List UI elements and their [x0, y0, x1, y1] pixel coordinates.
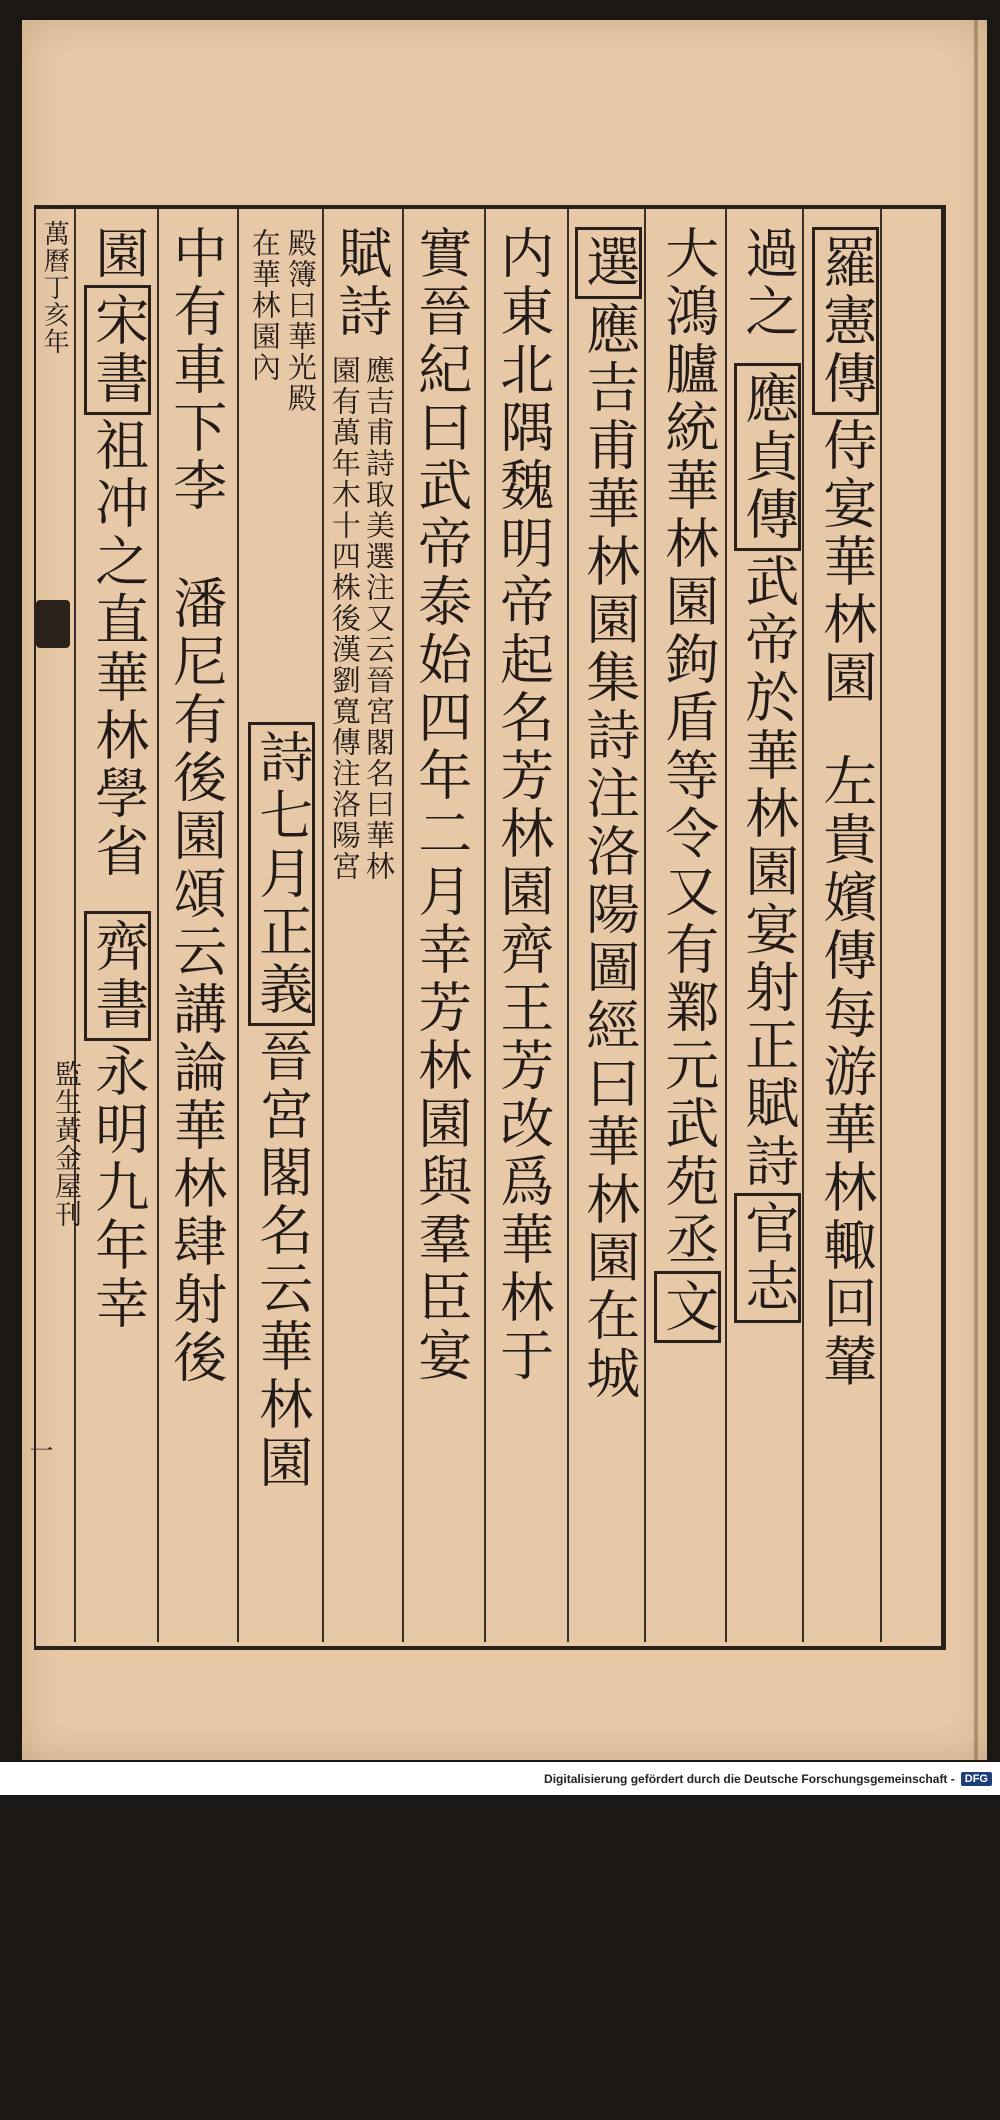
digitization-credit-bar — [0, 1762, 1000, 1795]
column-text: 晉宮閣名云華林園 — [250, 1028, 314, 1492]
column-rule — [644, 209, 646, 1642]
column-rule — [802, 209, 804, 1642]
annotation-right: 殿簿曰華光殿 — [283, 228, 318, 414]
column-text: 内東北隅魏明帝起名芳林園齊王芳改爲華林于 — [491, 225, 555, 1385]
column-text: 左貴嬪傳每游華林輙回輦 — [814, 753, 878, 1391]
text-column-5 — [491, 225, 555, 1625]
annotation-left: 園有萬年木十四株後漢劉寬傳注洛陽宮 — [327, 355, 362, 882]
text-column-7 — [329, 225, 393, 355]
text-column-8 — [248, 720, 315, 2120]
column-text: 應吉甫華林園集詩注洛陽圖經曰華林園在城 — [577, 301, 641, 1403]
column-rule — [322, 209, 324, 1642]
title-box: 官志 — [734, 1193, 801, 1323]
margin-bottom-text: 監生黃金屋刊 — [50, 1060, 81, 1228]
text-column-3 — [654, 225, 721, 1625]
column-text: 祖冲之直華林學省 — [86, 417, 150, 881]
text-column-2 — [734, 225, 801, 1625]
column-text: 實晉紀曰武帝泰始四年二月幸芳林園與羣臣宴 — [409, 225, 473, 1385]
text-column-1 — [812, 225, 879, 1625]
title-box: 齊書 — [84, 911, 151, 1041]
text-column-6 — [409, 225, 473, 1625]
text-column-9 — [164, 225, 228, 1625]
column-rule — [567, 209, 569, 1642]
column-text: 潘尼有後園頌云講論華林肆射後 — [164, 575, 228, 1387]
column-rule — [484, 209, 486, 1642]
column-text: 侍宴華林園 — [814, 417, 878, 707]
column-rule — [237, 209, 239, 1642]
margin-top-text: 萬曆丁亥年 — [39, 220, 70, 355]
column-text: 園 — [86, 225, 150, 283]
column-text: 賦詩 — [329, 225, 393, 341]
ink-blot — [36, 600, 70, 648]
title-box: 應貞傳 — [734, 363, 801, 551]
title-box: 羅憲傳 — [812, 227, 879, 415]
book-page — [22, 20, 987, 1760]
title-box: 文 — [654, 1271, 721, 1343]
handwritten-mark: 一 — [25, 1438, 53, 1462]
column-text: 武帝於華林園宴射正賦詩 — [736, 553, 800, 1191]
title-box: 詩七月正義 — [248, 722, 315, 1026]
annotation-right: 應吉甫詩取美選注又云晉宮閣名曰華林 — [361, 355, 396, 882]
column-text: 永明九年幸 — [86, 1043, 150, 1333]
column-rule — [157, 209, 159, 1642]
dfg-logo: DFG — [961, 1772, 992, 1786]
title-box: 宋書 — [84, 285, 151, 415]
column-rule — [880, 209, 882, 1642]
text-column-4 — [575, 225, 642, 1625]
column-text: 大鴻臚統華林園鉤盾等令又有鄴元武苑丞 — [656, 225, 720, 1269]
annotation-left: 在華林園內 — [247, 228, 282, 383]
column-text: 過之 — [736, 225, 800, 341]
column-rule — [402, 209, 404, 1642]
column-rule — [725, 209, 727, 1642]
title-box: 選 — [575, 227, 642, 299]
credit-text: Digitalisierung gefördert durch die Deutsche Forschungsgemeinschaft - — [544, 1771, 955, 1786]
column-text: 中有車下李 — [164, 225, 228, 515]
text-column-10 — [84, 225, 151, 1625]
column-rule — [74, 209, 76, 1642]
